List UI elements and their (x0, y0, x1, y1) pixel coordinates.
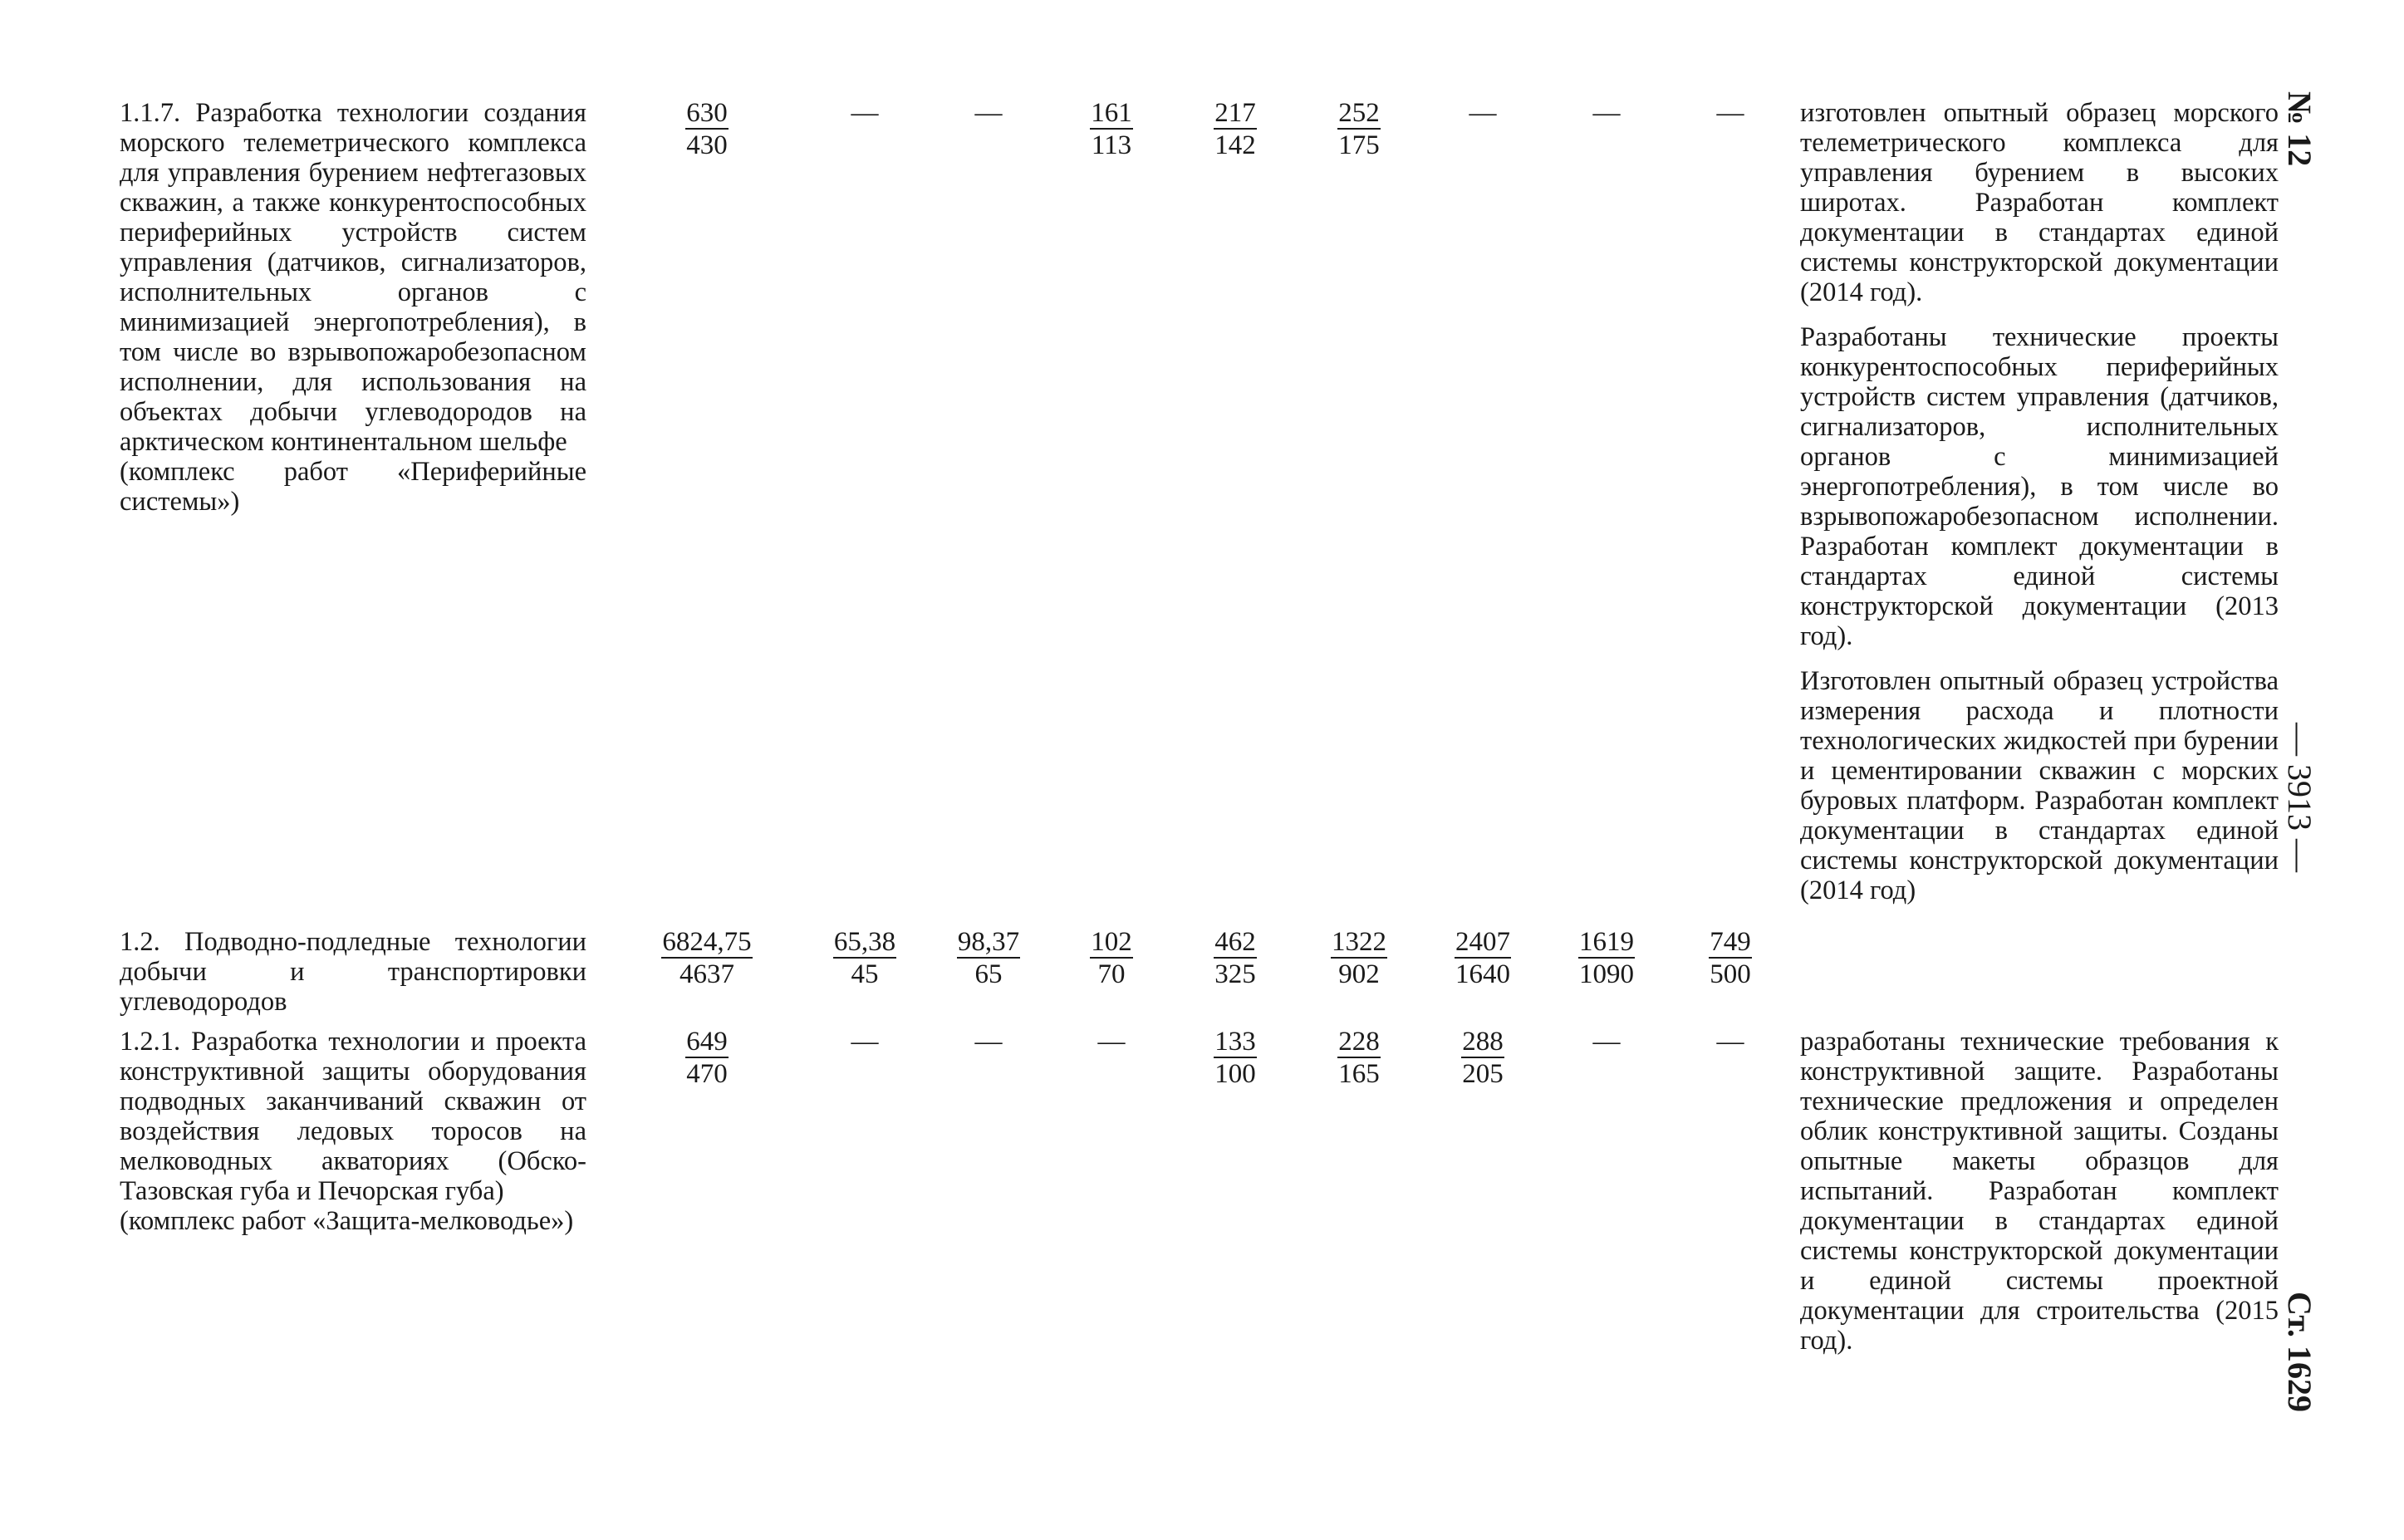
value-dash: — (1469, 98, 1497, 128)
value-dash: — (974, 1027, 1003, 1057)
value-year-2 (926, 927, 1051, 990)
value-bottom: 430 (686, 130, 728, 160)
value-bottom: 902 (1338, 959, 1380, 989)
row-result (1800, 98, 2279, 920)
value-top: 133 (1214, 1027, 1256, 1057)
value-dash: — (1592, 1027, 1621, 1057)
value-bottom: 165 (1338, 1059, 1380, 1089)
value-year-1 (802, 1027, 927, 1057)
value-bottom: 4637 (679, 959, 734, 989)
value-dash: — (1097, 1027, 1126, 1057)
value-top: 649 (686, 1027, 728, 1057)
value-top: 630 (686, 98, 728, 128)
value-top: 462 (1214, 927, 1256, 957)
value-bottom: 70 (1097, 959, 1126, 989)
value-top: 65,38 (833, 927, 896, 957)
value-year-5 (1297, 98, 1421, 161)
result-paragraph: разработаны технические требования к конструктивной защите. Разработаны технические предложения и определен облик конструктивной защиты. Созданы опытные макеты образцов для испытаний. Разработан комплект документации в стандартах единой системы конструкторской документации и единой системы проектной документации для строительства (2015 год). (1800, 1027, 2279, 1356)
side-margin (2281, 0, 2351, 1540)
value-total (645, 98, 769, 161)
value-total (645, 1027, 769, 1090)
value-dash: — (851, 98, 879, 128)
row-title-text: 1.1.7. Разработка технологии создания морского телеметрического комплекса для управления бурением нефтегазовых скважин, а также конкурентоспособных периферийных устройств систем управления (датчиков, сигнализаторов, исполнительных органов с минимизацией энергопотребления), в том числе во взрывопожаробезопасном исполнении, для использования на объектах добычи углеводородов на арктическом континентальном шельфе (120, 98, 586, 457)
row-subtitle-text: (комплекс работ «Защита-мелководье») (120, 1206, 574, 1236)
value-top: 161 (1091, 98, 1132, 128)
value-dash: — (974, 98, 1003, 128)
value-year-2 (926, 1027, 1051, 1057)
article-number: Ст. 1629 (2281, 1292, 2318, 1412)
value-top: 217 (1214, 98, 1256, 128)
value-top: 2407 (1455, 927, 1510, 957)
result-paragraph: Разработаны технические проекты конкурентоспособных периферийных устройств систем управления (датчиков, сигнализаторов, исполнительных органов с минимизацией энергопотребления), в том числе во взрывопожаробезопасном исполнении. Разработан комплект документации в стандартах единой системы конструкторской документации (2013 год). (1800, 322, 2279, 651)
value-year-3 (1049, 98, 1174, 161)
row-subtitle-text: (комплекс работ «Периферийные системы») (120, 457, 586, 517)
value-year-1 (802, 927, 927, 990)
value-year-7 (1544, 98, 1669, 129)
value-bottom: 65 (974, 959, 1003, 989)
row-title-text: 1.2. Подводно-подледные технологии добычи и транспортировки углеводородов (120, 927, 586, 1017)
value-top: 288 (1462, 1027, 1504, 1057)
value-bottom: 205 (1462, 1059, 1504, 1089)
value-year-4 (1173, 1027, 1298, 1090)
value-bottom: 1090 (1579, 959, 1634, 989)
value-bottom: 142 (1214, 130, 1256, 160)
value-bottom: 325 (1214, 959, 1256, 989)
value-top: 102 (1091, 927, 1132, 957)
value-year-2 (926, 98, 1051, 129)
value-bottom: 100 (1214, 1059, 1256, 1089)
row-title-text: 1.2.1. Разработка технологии и проекта конструктивной защиты оборудования подводных заканчиваний скважин от воздействия ледовых торосов на мелководных акваториях (Обско-Тазовская губа и Печорская губа) (120, 1027, 586, 1206)
value-year-5 (1297, 1027, 1421, 1090)
value-top: 252 (1338, 98, 1380, 128)
row-title (120, 98, 586, 517)
value-bottom: 113 (1091, 130, 1132, 160)
value-top: 6824,75 (662, 927, 752, 957)
value-year-3 (1049, 927, 1174, 990)
value-year-6 (1420, 1027, 1545, 1090)
value-dash: — (1592, 98, 1621, 128)
value-top: 1322 (1332, 927, 1386, 957)
value-year-7 (1544, 927, 1669, 990)
value-bottom: 500 (1710, 959, 1751, 989)
value-year-5 (1297, 927, 1421, 990)
value-bottom: 45 (851, 959, 879, 989)
result-paragraph: Изготовлен опытный образец устройства измерения расхода и плотности технологических жидкостей при бурении и цементировании скважин с морских буровых платформ. Разработан комплект документации в стандартах единой системы конструкторской документации (2014 год) (1800, 666, 2279, 905)
value-dash: — (851, 1027, 879, 1057)
value-top: 228 (1338, 1027, 1380, 1057)
result-paragraph: изготовлен опытный образец морского телеметрического комплекса для управления бурением в высоких широтах. Разработан комплект документации в стандартах единой системы конструкторской документации (2014 год). (1800, 98, 2279, 307)
value-year-3 (1049, 1027, 1174, 1057)
value-bottom: 175 (1338, 130, 1380, 160)
value-top: 98,37 (957, 927, 1020, 957)
row-result (1800, 1027, 2279, 1371)
value-bottom: 470 (686, 1059, 728, 1089)
value-year-6 (1420, 98, 1545, 129)
value-year-8 (1668, 98, 1793, 129)
value-year-1 (802, 98, 927, 129)
row-title (120, 927, 586, 1017)
value-year-8 (1668, 927, 1793, 990)
value-year-8 (1668, 1027, 1793, 1057)
value-year-4 (1173, 927, 1298, 990)
value-year-4 (1173, 98, 1298, 161)
value-bottom: 1640 (1455, 959, 1510, 989)
value-year-7 (1544, 1027, 1669, 1057)
value-dash: — (1716, 1027, 1744, 1057)
value-year-6 (1420, 927, 1545, 990)
value-dash: — (1716, 98, 1744, 128)
value-top: 749 (1710, 927, 1751, 957)
value-top: 1619 (1579, 927, 1634, 957)
row-title (120, 1027, 586, 1236)
page-number: — 3913 — (2281, 723, 2318, 872)
value-total (645, 927, 769, 990)
issue-number: № 12 (2281, 91, 2318, 167)
